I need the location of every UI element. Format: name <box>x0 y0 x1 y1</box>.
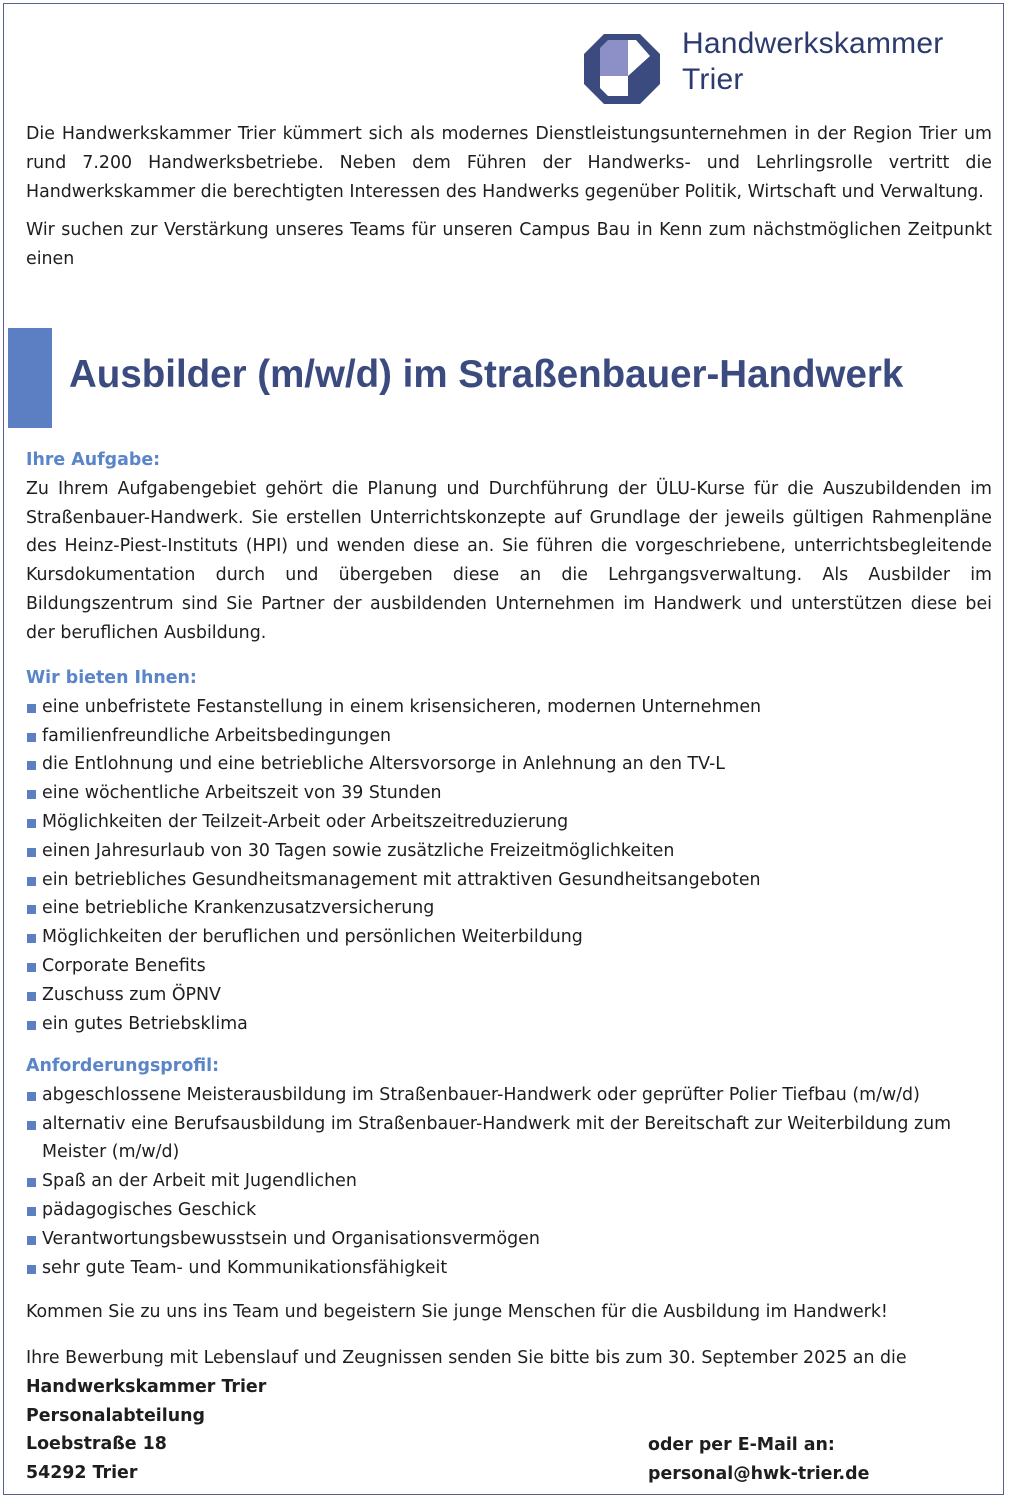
bewerbung-text: Ihre Bewerbung mit Lebenslauf und Zeugnissen senden Sie bitte bis zum 30. September 2025 an die <box>26 1348 907 1368</box>
list-item: familienfreundliche Arbeitsbedingungen <box>26 722 992 751</box>
list-item: Möglichkeiten der Teilzeit-Arbeit oder Arbeitszeitreduzierung <box>26 808 992 837</box>
job-posting <box>3 3 1004 1495</box>
logo-line2: Trier <box>682 63 744 96</box>
list-item: ein betriebliches Gesundheitsmanagement mit attraktiven Gesundheitsangeboten <box>26 866 992 895</box>
logo-line1: Handwerkskammer <box>682 27 944 60</box>
email-link[interactable]: personal@hwk-trier.de <box>648 1463 870 1484</box>
heading-aufgabe: Ihre Aufgabe: <box>26 450 161 470</box>
heading-profil: Anforderungsprofil: <box>26 1056 220 1076</box>
list-item: pädagogisches Geschick <box>26 1196 992 1225</box>
page-title: Ausbilder (m/w/d) im Straßenbauer-Handwerk <box>69 353 904 396</box>
list-item: Corporate Benefits <box>26 952 992 981</box>
section-aufgabe <box>26 446 992 648</box>
list-item: abgeschlossene Meisterausbildung im Straßenbauer-Handwerk oder geprüfter Polier Tiefbau (m/w/d) <box>26 1081 992 1110</box>
contact-dept: Personalabteilung <box>26 1405 205 1426</box>
list-item: Spaß an der Arbeit mit Jugendlichen <box>26 1167 992 1196</box>
angebot-list <box>26 693 992 1039</box>
list-item: sehr gute Team- und Kommunikationsfähigkeit <box>26 1254 992 1283</box>
list-item: eine unbefristete Festanstellung in einem krisensicheren, modernen Unternehmen <box>26 693 992 722</box>
section-profil <box>26 1052 992 1282</box>
section-angebot <box>26 664 992 1038</box>
contact-street: Loebstraße 18 <box>26 1434 167 1455</box>
logo <box>582 26 1002 106</box>
intro <box>26 120 992 274</box>
section-bewerbung <box>26 1344 992 1489</box>
list-item: Zuschuss zum ÖPNV <box>26 981 992 1010</box>
aufgabe-text: Zu Ihrem Aufgabengebiet gehört die Planung und Durchführung der ÜLU-Kurse für die Auszubildenden im Straßenbauer-Handwerk. Sie erstellen Unterrichtskonzepte auf Grundlage der jeweils gültigen Rahmenpläne des Heinz-Piest-Instituts (HPI) und wenden diese an. Sie führen die vorgeschriebene, unterrichtsbegleitende Kursdokumentation durch und übergeben diese an die Lehrgangsverwaltung. Als Ausbilder im Bildungszentrum sind Sie Partner der ausbildenden Unternehmen im Handwerk und unterstützen diese bei der beruflichen Ausbildung. <box>26 478 992 643</box>
heading-angebot: Wir bieten Ihnen: <box>26 668 197 688</box>
contact-city: 54292 Trier <box>26 1463 138 1484</box>
octagon-logo-icon <box>582 26 662 106</box>
intro-paragraph-1: Die Handwerkskammer Trier kümmert sich als modernes Dienstleistungsunternehmen in der Region Trier um rund 7.200 Handwerksbetriebe. Neben dem Führen der Handwerks- und Lehrlingsrolle vertritt die Handwerkskammer die berechtigten Interessen des Handwerks gegenüber Politik, Wirtschaft und Verwaltung. <box>26 124 992 202</box>
section-closing <box>26 1298 992 1327</box>
email-label: oder per E-Mail an: <box>648 1434 835 1455</box>
contact-org: Handwerkskammer Trier <box>26 1376 267 1397</box>
closing-text: Kommen Sie zu uns ins Team und begeistern Sie junge Menschen für die Ausbildung im Handwerk! <box>26 1302 888 1322</box>
title-accent-bar <box>8 328 52 428</box>
list-item: einen Jahresurlaub von 30 Tagen sowie zusätzliche Freizeitmöglichkeiten <box>26 837 992 866</box>
list-item: Verantwortungsbewusstsein und Organisationsvermögen <box>26 1225 992 1254</box>
list-item: eine wöchentliche Arbeitszeit von 39 Stunden <box>26 779 992 808</box>
profil-list <box>26 1081 992 1283</box>
list-item: die Entlohnung und eine betriebliche Altersvorsorge in Anlehnung an den TV-L <box>26 750 992 779</box>
contact-block <box>26 1373 992 1489</box>
list-item: ein gutes Betriebsklima <box>26 1010 992 1039</box>
list-item: eine betriebliche Krankenzusatzversicherung <box>26 894 992 923</box>
intro-paragraph-2: Wir suchen zur Verstärkung unseres Teams für unseren Campus Bau in Kenn zum nächstmöglichen Zeitpunkt einen <box>26 220 992 270</box>
list-item: Möglichkeiten der beruflichen und persönlichen Weiterbildung <box>26 923 992 952</box>
list-item: alternativ eine Berufsausbildung im Straßenbauer-Handwerk mit der Bereitschaft zur Weiterbildung zum Meister (m/w/d) <box>26 1110 992 1168</box>
